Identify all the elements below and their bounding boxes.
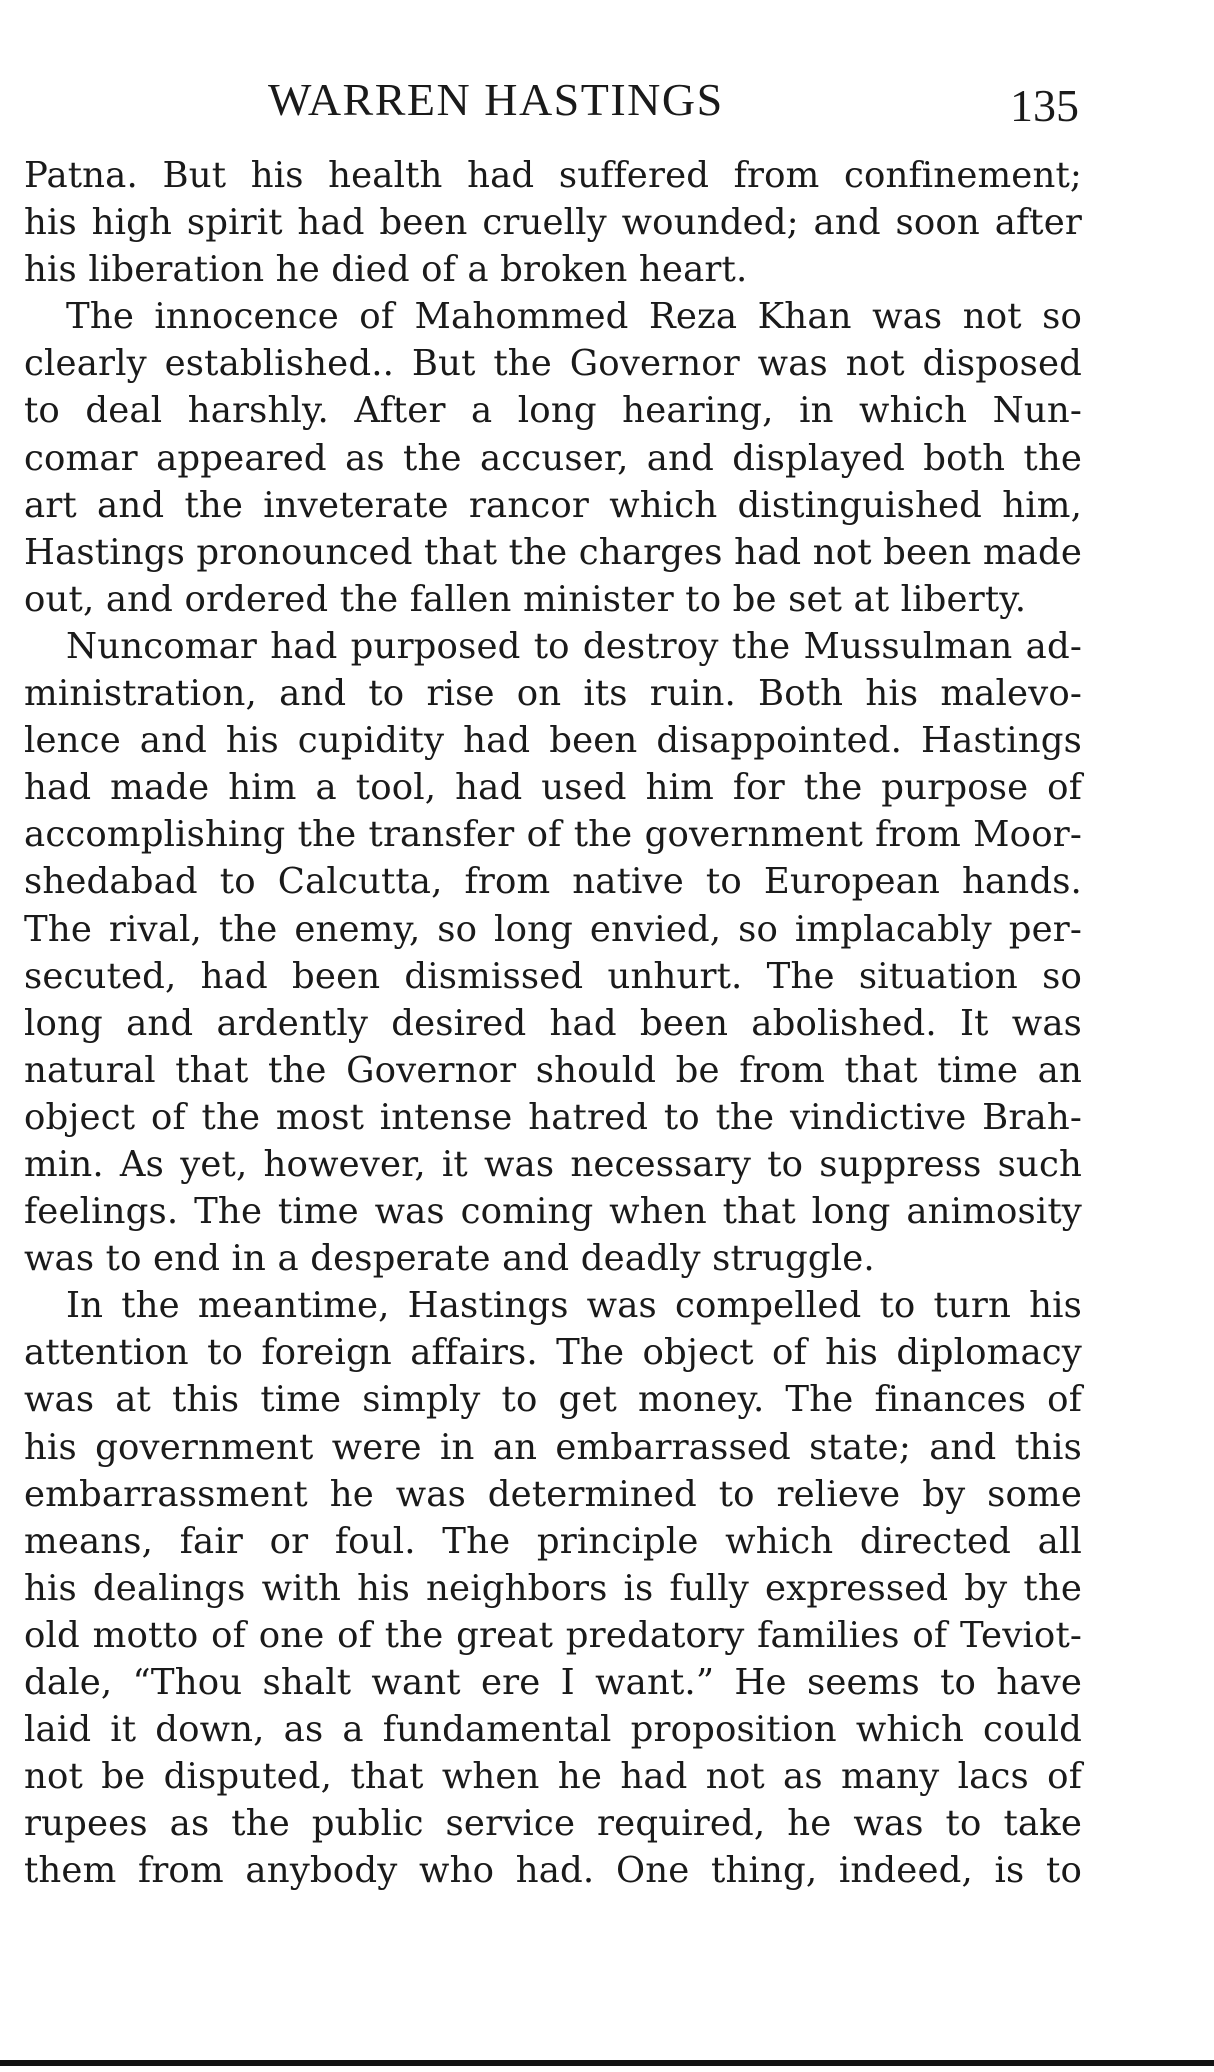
text-line: his government were in an embarrassed state; and this (24, 1426, 1082, 1468)
text-line: laid it down, as a fundamental proposition which could (24, 1709, 1082, 1751)
text-line: min. As yet, however, it was necessary to suppress such (24, 1143, 1082, 1185)
body-text (24, 152, 1082, 1894)
text-line: ministration, and to rise on its ruin. Both his malevo- (24, 673, 1082, 715)
text-line: accomplishing the transfer of the government from Moor- (24, 814, 1082, 856)
text-line: art and the inveterate rancor which distinguished him, (24, 484, 1082, 526)
text-line: comar appeared as the accuser, and displayed both the (24, 437, 1082, 479)
text-line: attention to foreign affairs. The object of his diplomacy (24, 1332, 1082, 1374)
text-line: The rival, the enemy, so long envied, so implacably per- (24, 908, 1082, 950)
text-line: In the meantime, Hastings was compelled to turn his (66, 1285, 1082, 1327)
text-line: had made him a tool, had used him for the purpose of (24, 767, 1082, 809)
text-line: his dealings with his neighbors is fully expressed by the (24, 1567, 1082, 1609)
text-line: was to end in a desperate and deadly struggle. (24, 1238, 875, 1280)
text-line: Patna. But his health had suffered from confinement; (24, 155, 1082, 196)
text-line: Nuncomar had purposed to destroy the Mussulman ad- (66, 625, 1082, 667)
text-line: rupees as the public service required, he was to take (24, 1803, 1082, 1845)
text-line: to deal harshly. After a long hearing, in which Nun- (24, 390, 1082, 432)
text-line: old motto of one of the great predatory families of Teviot- (24, 1614, 1082, 1656)
text-line: his high spirit had been cruelly wounded; and soon after (24, 202, 1082, 244)
text-line: lence and his cupidity had been disappointed. Hastings (24, 720, 1082, 762)
text-line: his liberation he died of a broken heart. (24, 249, 748, 291)
text-line: Hastings pronounced that the charges had not been made (24, 531, 1082, 573)
text-line: long and ardently desired had been abolished. It was (24, 1002, 1082, 1044)
bottom-rule (0, 2060, 1214, 2066)
text-line: secuted, had been dismissed unhurt. The situation so (24, 955, 1082, 997)
page-header (0, 70, 1214, 130)
text-line: dale, “Thou shalt want ere I want.” He seems to have (24, 1662, 1082, 1703)
text-line: them from anybody who had. One thing, indeed, is to (24, 1850, 1082, 1892)
page-number: 135 (1010, 80, 1079, 131)
running-title: WARREN HASTINGS (268, 74, 724, 125)
text-line: natural that the Governor should be from that time an (24, 1049, 1082, 1091)
text-line: The innocence of Mahommed Reza Khan was not so (66, 296, 1082, 338)
text-line: means, fair or foul. The principle which directed all (24, 1520, 1082, 1562)
text-line: was at this time simply to get money. The finances of (24, 1379, 1082, 1421)
text-line: shedabad to Calcutta, from native to European hands. (24, 861, 1082, 903)
text-line: object of the most intense hatred to the vindictive Brah- (24, 1096, 1082, 1138)
text-line: feelings. The time was coming when that long animosity (24, 1191, 1082, 1233)
text-line: out, and ordered the fallen minister to be set at liberty. (24, 578, 1027, 620)
text-line: not be disputed, that when he had not as many lacs of (24, 1756, 1082, 1798)
text-line: clearly established.. But the Governor was not disposed (24, 343, 1082, 385)
text-line: embarrassment he was determined to relieve by some (24, 1473, 1082, 1515)
